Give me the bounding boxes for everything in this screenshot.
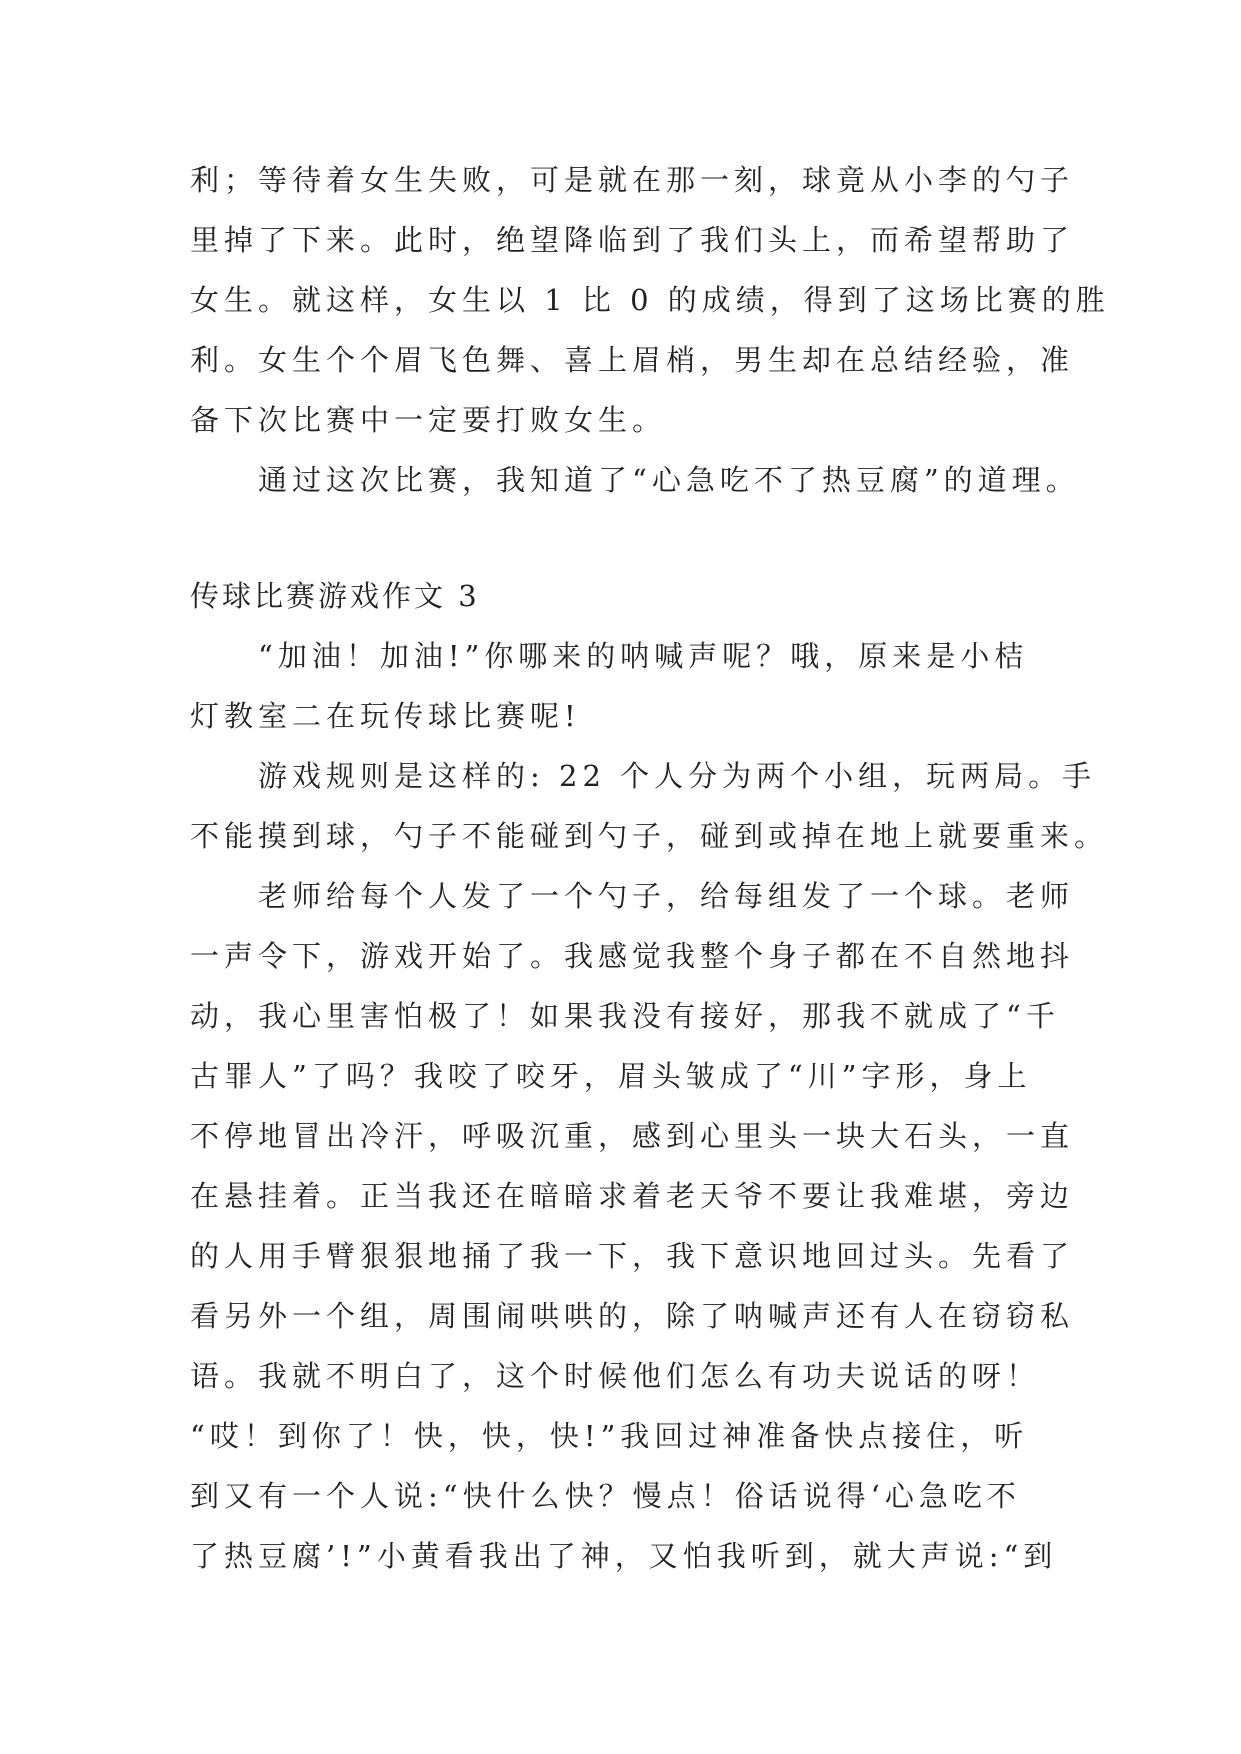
text-line: 一声令下，游戏开始了。我感觉我整个身子都在不自然地抖 (190, 939, 1075, 973)
text-line: 利；等待着女生失败，可是就在那一刻，球竟从小李的勺子 (190, 163, 1075, 197)
text-line: 灯教室二在玩传球比赛呢! (190, 699, 581, 733)
text-line: 在悬挂着。正当我还在暗暗求着老天爷不要让我难堪，旁边 (190, 1179, 1075, 1213)
conclusion-line: 通过这次比赛，我知道了“心急吃不了热豆腐”的道理。 (258, 463, 1080, 497)
text-line: 的人用手臂狠狠地捅了我一下，我下意识地回过头。先看了 (190, 1239, 1075, 1273)
text-line: “哎！到你了！快，快，快!”我回过神准备快点接住，听 (190, 1419, 1029, 1453)
document-body (190, 160, 1110, 1596)
text-line: 里掉了下来。此时，绝望降临到了我们头上，而希望帮助了 (190, 223, 1075, 257)
text-line: 语。我就不明白了，这个时候他们怎么有功夫说话的呀！ (190, 1359, 1041, 1393)
text-line: 备下次比赛中一定要打败女生。 (190, 403, 667, 437)
text-line: 到又有一个人说:“快什么快？慢点！俗话说得‘心急吃不 (190, 1479, 1021, 1513)
text-line: 了热豆腐’!”小黄看我出了神，又怕我听到，就大声说:“到 (190, 1539, 1058, 1573)
text-line: 女生。就这样，女生以 1 比 0 的成绩，得到了这场比赛的胜 (190, 283, 1110, 317)
text-line: 不停地冒出冷汗，呼吸沉重，感到心里头一块大石头，一直 (190, 1119, 1075, 1153)
text-line: 老师给每个人发了一个勺子，给每组发了一个球。老师 (258, 879, 1075, 913)
text-line: 利。女生个个眉飞色舞、喜上眉梢，男生却在总结经验，准 (190, 343, 1075, 377)
text-line: 古罪人”了吗？我咬了咬牙，眉头皱成了“川”字形，身上 (190, 1059, 1032, 1093)
text-line: 游戏规则是这样的: 22 个人分为两个小组，玩两局。手 (258, 759, 1097, 793)
text-line: 动，我心里害怕极了！如果我没有接好，那我不就成了“千 (190, 999, 1060, 1033)
text-line: 看另外一个组，周围闹哄哄的，除了呐喊声还有人在窃窃私 (190, 1299, 1075, 1333)
section-heading: 传球比赛游戏作文 3 (190, 579, 480, 613)
text-line: “加油！加油!”你哪来的呐喊声呢？哦，原来是小桔 (258, 639, 1029, 673)
text-line: 不能摸到球，勺子不能碰到勺子，碰到或掉在地上就要重来。 (190, 819, 1109, 853)
